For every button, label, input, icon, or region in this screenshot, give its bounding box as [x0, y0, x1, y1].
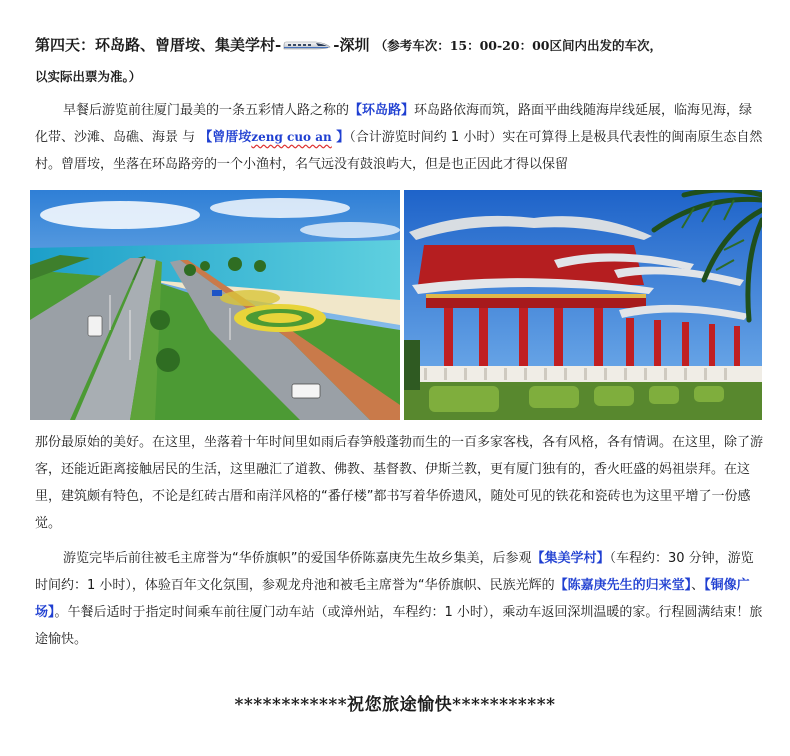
highlight-huandao-road: 【环岛路】	[349, 103, 415, 118]
footer-wishes: ************祝您旅途愉快***********	[234, 695, 556, 715]
destination: -深圳	[333, 36, 370, 54]
paragraph-zengcuoan: 那份最原始的美好。在这里，坐落着十年时间里如雨后春笋般蓬勃而生的一百多家客栈，各有风格，各有情调。在这里，除了游客，还能近距离接触居民的生活，这里融汇了道教、佛教、基督教、伊斯兰教，更有厦门独有的，香火旺盛的妈祖崇拜。在这里，建筑颇有特色，不论是红砖古厝和南洋风格的“番仔楼”都书写着华侨遗风，随处可见的铁花和瓷砖也为这里平增了一份感觉。	[35, 435, 764, 531]
reference-train-note-continued: 以实际出票为准。）	[35, 69, 142, 84]
highlight-zengcuoan: 【曾厝垵	[199, 130, 252, 145]
day-heading	[35, 33, 775, 58]
highlight-jimei-school-village: 【集美学村】	[531, 551, 610, 566]
reference-train-note: （参考车次：15：00-20：00区间内出发的车次，	[374, 38, 662, 53]
coastal-road-photo	[30, 190, 400, 420]
highlight-bronze-statue-square: 【铜像广场】	[35, 578, 750, 620]
paragraph-jimei-school: 游览完毕后前往被毛主席誉为“华侨旗帜”的爱国华侨陈嘉庚先生故乡集美，后参观【集美学村】（车程约：30 分钟，游览时间约：1 小时），体验百年文化氛围，参观龙舟池和被毛主席誉为“华侨旗帜、民族光辉的【陈嘉庚先生的归来堂】、【铜像广场】。午餐后适时于指定时间乘车前往厦门动车站（或漳州站，车程约：1 小时），乘动车返回深圳温暖的家。行程圆满结束！旅途愉快。	[35, 551, 763, 647]
high-speed-train-icon	[282, 38, 332, 54]
red-pavilion-photo	[404, 190, 762, 420]
day-title: 第四天：环岛路、曾厝垵、集美学村-	[35, 36, 282, 54]
paragraph-huandao-road: 早餐后游览前往厦门最美的一条五彩情人路之称的【环岛路】环岛路依海而筑，路面平曲线随海岸线延展，临海见海，绿化带、沙滩、岛礁、海景 与 【曾厝垵zeng cuo an 】（合计游览时间约 1 小时）实在可算得上是极具代表性的闽南原生态自然村。曾厝垵，坐落在环岛路旁的一个小渔村，名气远没有鼓浪屿大，但是也正因此才得以保留	[35, 103, 763, 172]
zengcuoan-pinyin: zeng cuo an	[251, 130, 332, 144]
highlight-chen-jiageng-hall: 【陈嘉庚先生的归来堂】	[554, 578, 692, 593]
